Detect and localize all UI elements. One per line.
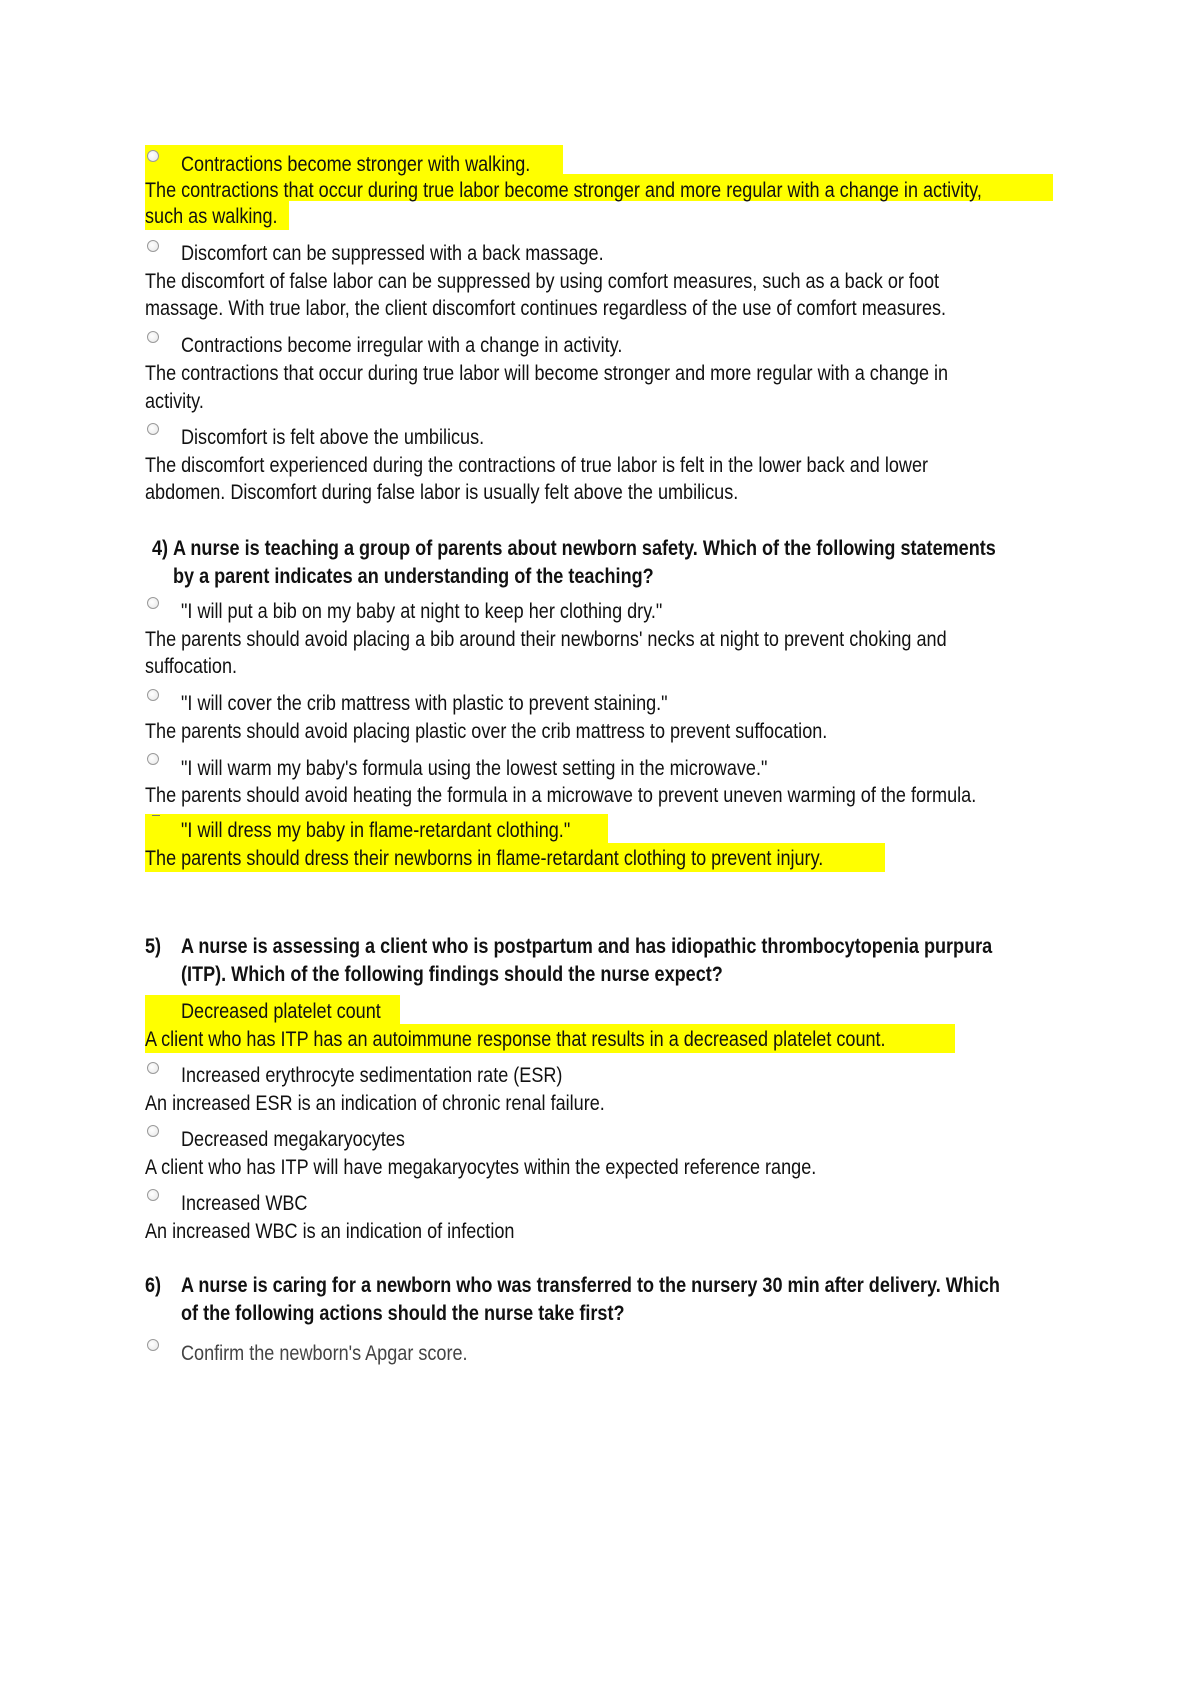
question-stem: by a parent indicates an understanding of the teaching?	[173, 565, 654, 588]
rationale-text: abdomen. Discomfort during false labor is usually felt above the umbilicus.	[145, 481, 739, 504]
rationale-text: An increased ESR is an indication of chronic renal failure.	[145, 1092, 605, 1115]
radio-button[interactable]	[147, 240, 159, 252]
option-text: Increased WBC	[181, 1192, 308, 1215]
rationale-text: activity.	[145, 390, 204, 413]
option-text: Contractions become stronger with walking.	[181, 153, 531, 176]
option-text: Discomfort is felt above the umbilicus.	[181, 426, 485, 449]
rationale-text: The parents should avoid placing a bib around their newborns' necks at night to prevent choking and	[145, 628, 947, 651]
selected-marker	[152, 815, 160, 816]
rationale-text: such as walking.	[145, 205, 278, 228]
question-number: 5)	[145, 935, 162, 958]
question-stem: A nurse is teaching a group of parents about newborn safety. Which of the following statements	[173, 537, 996, 560]
radio-button[interactable]	[147, 753, 159, 765]
option-text: "I will put a bib on my baby at night to keep her clothing dry."	[181, 600, 663, 623]
question-stem: A nurse is assessing a client who is postpartum and has idiopathic thrombocytopenia purpura	[181, 935, 993, 958]
question-number: 6)	[145, 1274, 162, 1297]
option-text: "I will dress my baby in flame-retardant clothing."	[181, 819, 571, 842]
rationale-text: An increased WBC is an indication of infection	[145, 1220, 515, 1243]
radio-button[interactable]	[147, 689, 159, 701]
radio-button[interactable]	[147, 597, 159, 609]
option-text: Confirm the newborn's Apgar score.	[181, 1342, 468, 1365]
rationale-text: The contractions that occur during true labor will become stronger and more regular with a change in	[145, 362, 949, 385]
option-text: Discomfort can be suppressed with a back massage.	[181, 242, 604, 265]
rationale-text: The contractions that occur during true labor become stronger and more regular with a change in activity,	[145, 179, 982, 202]
option-text: Increased erythrocyte sedimentation rate (ESR)	[181, 1064, 563, 1087]
radio-button[interactable]	[147, 331, 159, 343]
radio-button[interactable]	[147, 423, 159, 435]
rationale-text: The discomfort experienced during the contractions of true labor is felt in the lower back and lower	[145, 454, 929, 477]
question-number: 4)	[152, 537, 169, 560]
option-text: Contractions become irregular with a change in activity.	[181, 334, 623, 357]
radio-button[interactable]	[147, 150, 159, 162]
option-text: Decreased megakaryocytes	[181, 1128, 405, 1151]
question-stem: A nurse is caring for a newborn who was transferred to the nursery 30 min after delivery. Which	[181, 1274, 1000, 1297]
rationale-text: The parents should dress their newborns in flame-retardant clothing to prevent injury.	[145, 847, 824, 870]
option-text: "I will warm my baby's formula using the lowest setting in the microwave."	[181, 757, 768, 780]
rationale-text: The parents should avoid heating the formula in a microwave to prevent uneven warming of the formula.	[145, 784, 977, 807]
question-stem: (ITP). Which of the following findings should the nurse expect?	[181, 963, 723, 986]
rationale-text: The parents should avoid placing plastic over the crib mattress to prevent suffocation.	[145, 720, 828, 743]
rationale-text: massage. With true labor, the client discomfort continues regardless of the use of comfort measures.	[145, 297, 947, 320]
rationale-text: suffocation.	[145, 655, 238, 678]
option-text: "I will cover the crib mattress with plastic to prevent staining."	[181, 692, 668, 715]
option-text: Decreased platelet count	[181, 1000, 381, 1023]
question-stem: of the following actions should the nurse take first?	[181, 1302, 625, 1325]
rationale-text: The discomfort of false labor can be suppressed by using comfort measures, such as a back or foot	[145, 270, 940, 293]
radio-button[interactable]	[147, 1125, 159, 1137]
radio-button[interactable]	[147, 1062, 159, 1074]
radio-button[interactable]	[147, 1189, 159, 1201]
rationale-text: A client who has ITP will have megakaryocytes within the expected reference range.	[145, 1156, 817, 1179]
rationale-text: A client who has ITP has an autoimmune response that results in a decreased platelet count.	[145, 1028, 886, 1051]
radio-button[interactable]	[147, 1339, 159, 1351]
